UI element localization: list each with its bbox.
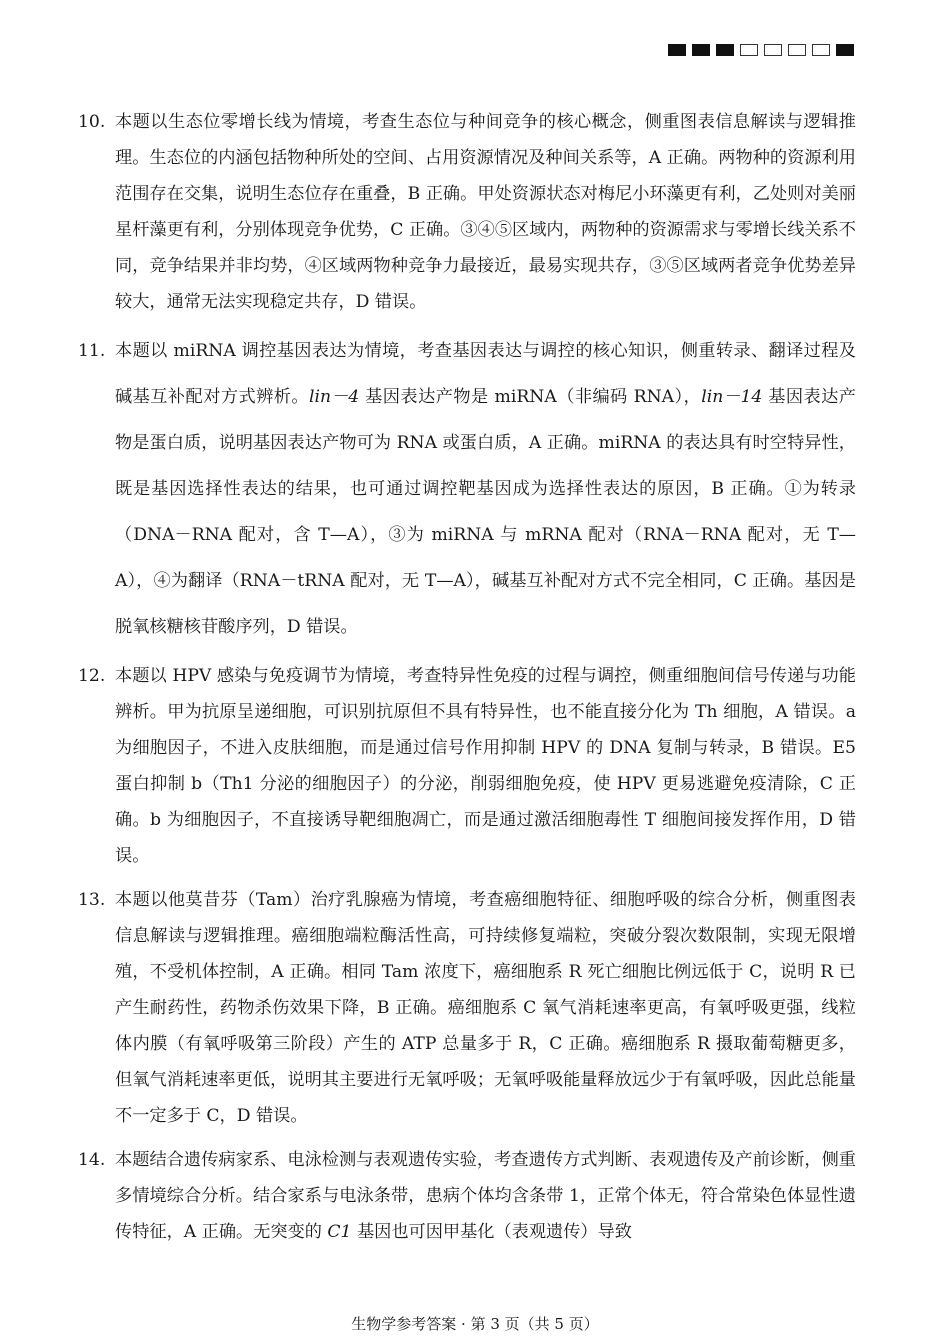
answer-text: 本题以 HPV 感染与免疫调节为情境，考查特异性免疫的过程与调控，侧重细胞间信号传递与功能辨析。甲为抗原呈递细胞，可识别抗原但不具有特异性，也不能直接分化为 Th 细胞，A 错误。a 为细胞因子，不进入皮肤细胞，而是通过信号作用抑制 HPV 的 DNA 复制与转录，B 错误。E5 蛋白抑制 b（Th1 分泌的细胞因子）的分泌，削弱细胞免疫，使 HPV 更易逃避免疫清除，C 正确。b 为细胞因子，不直接诱导靶细胞凋亡，而是通过激活细胞毒性 T 细胞间接发挥作用，D 错误。 [115, 666, 856, 866]
marker-block-filled [836, 44, 854, 56]
page-footer: 生物学参考答案 · 第 3 页（共 5 页） [351, 1315, 599, 1333]
answer-text: 本题以生态位零增长线为情境，考查生态位与种间竞争的核心概念，侧重图表信息解读与逻辑推理。生态位的内涵包括物种所处的空间、占用资源情况及种间关系等，A 正确。两物种的资源利用范围存在交集，说明生态位存在重叠，B 正确。甲处资源状态对梅尼小环藻更有利，乙处则对美丽星杆藻更有利，分别体现竞争优势，C 正确。③④⑤区域内，两物种的资源需求与零增长线关系不同，竞争结果并非均势，④区域两物种竞争力最接近，最易实现共存，③⑤区域两者竞争优势差异较大，通常无法实现稳定共存，D 错误。 [115, 112, 856, 312]
answer-item-13 [78, 882, 856, 1134]
answer-item-14 [78, 1142, 856, 1250]
answer-text: 基因也可因甲基化（表观遗传）导致 [351, 1222, 632, 1242]
answer-text: 本题结合遗传病家系、电泳检测与表观遗传实验，考查遗传方式判断、表观遗传及产前诊断，侧重多情境综合分析。结合家系与电泳条带，患病个体均含条带 1，正常个体无，符合常染色体显性遗传特征，A 正确。无突变的 [115, 1150, 856, 1242]
answer-item-12 [78, 658, 856, 874]
gene-name: lin－14 [701, 387, 763, 407]
marker-block-empty [764, 44, 782, 56]
answer-item-11 [78, 328, 856, 650]
question-number: 12. [78, 666, 106, 686]
question-number: 11. [78, 341, 106, 361]
question-number: 14. [78, 1150, 106, 1170]
answer-text: 基因表达产物是蛋白质，说明基因表达产物可为 RNA 或蛋白质，A 正确。miRNA 的表达具有时空特异性，既是基因选择性表达的结果，也可通过调控靶基因成为选择性表达的原因，B 正确。①为转录（DNA－RNA 配对，含 T—A），③为 miRNA 与 mRNA 配对（RNA－RNA 配对，无 T—A），④为翻译（RNA－tRNA 配对，无 T—A），碱基互补配对方式不完全相同，C 正确。基因是脱氧核糖核苷酸序列，D 错误。 [115, 387, 856, 637]
marker-block-empty [812, 44, 830, 56]
question-number: 13. [78, 890, 106, 910]
answer-text: 基因表达产物是 miRNA（非编码 RNA）， [359, 387, 702, 407]
answer-text: 本题以 miRNA 调控基因表达为情境，考查基因表达与调控的核心知识，侧重转录、翻译过程及碱基互补配对方式辨析。 [115, 341, 856, 407]
question-number: 10. [78, 112, 106, 132]
page-marker [668, 44, 854, 56]
marker-block-filled [668, 44, 686, 56]
gene-name: C1 [327, 1222, 352, 1242]
answer-content [78, 104, 856, 1258]
gene-name: lin－4 [309, 387, 360, 407]
marker-block-empty [788, 44, 806, 56]
marker-block-empty [740, 44, 758, 56]
answer-text: 本题以他莫昔芬（Tam）治疗乳腺癌为情境，考查癌细胞特征、细胞呼吸的综合分析，侧重图表信息解读与逻辑推理。癌细胞端粒酶活性高，可持续修复端粒，突破分裂次数限制，实现无限增殖，不受机体控制，A 正确。相同 Tam 浓度下，癌细胞系 R 死亡细胞比例远低于 C，说明 R 已产生耐药性，药物杀伤效果下降，B 正确。癌细胞系 C 氧气消耗速率更高，有氧呼吸更强，线粒体内膜（有氧呼吸第三阶段）产生的 ATP 总量多于 R，C 正确。癌细胞系 R 摄取葡萄糖更多，但氧气消耗速率更低，说明其主要进行无氧呼吸；无氧呼吸能量释放远少于有氧呼吸，因此总能量不一定多于 C，D 错误。 [115, 890, 856, 1126]
marker-block-filled [716, 44, 734, 56]
marker-block-filled [692, 44, 710, 56]
answer-item-10 [78, 104, 856, 320]
